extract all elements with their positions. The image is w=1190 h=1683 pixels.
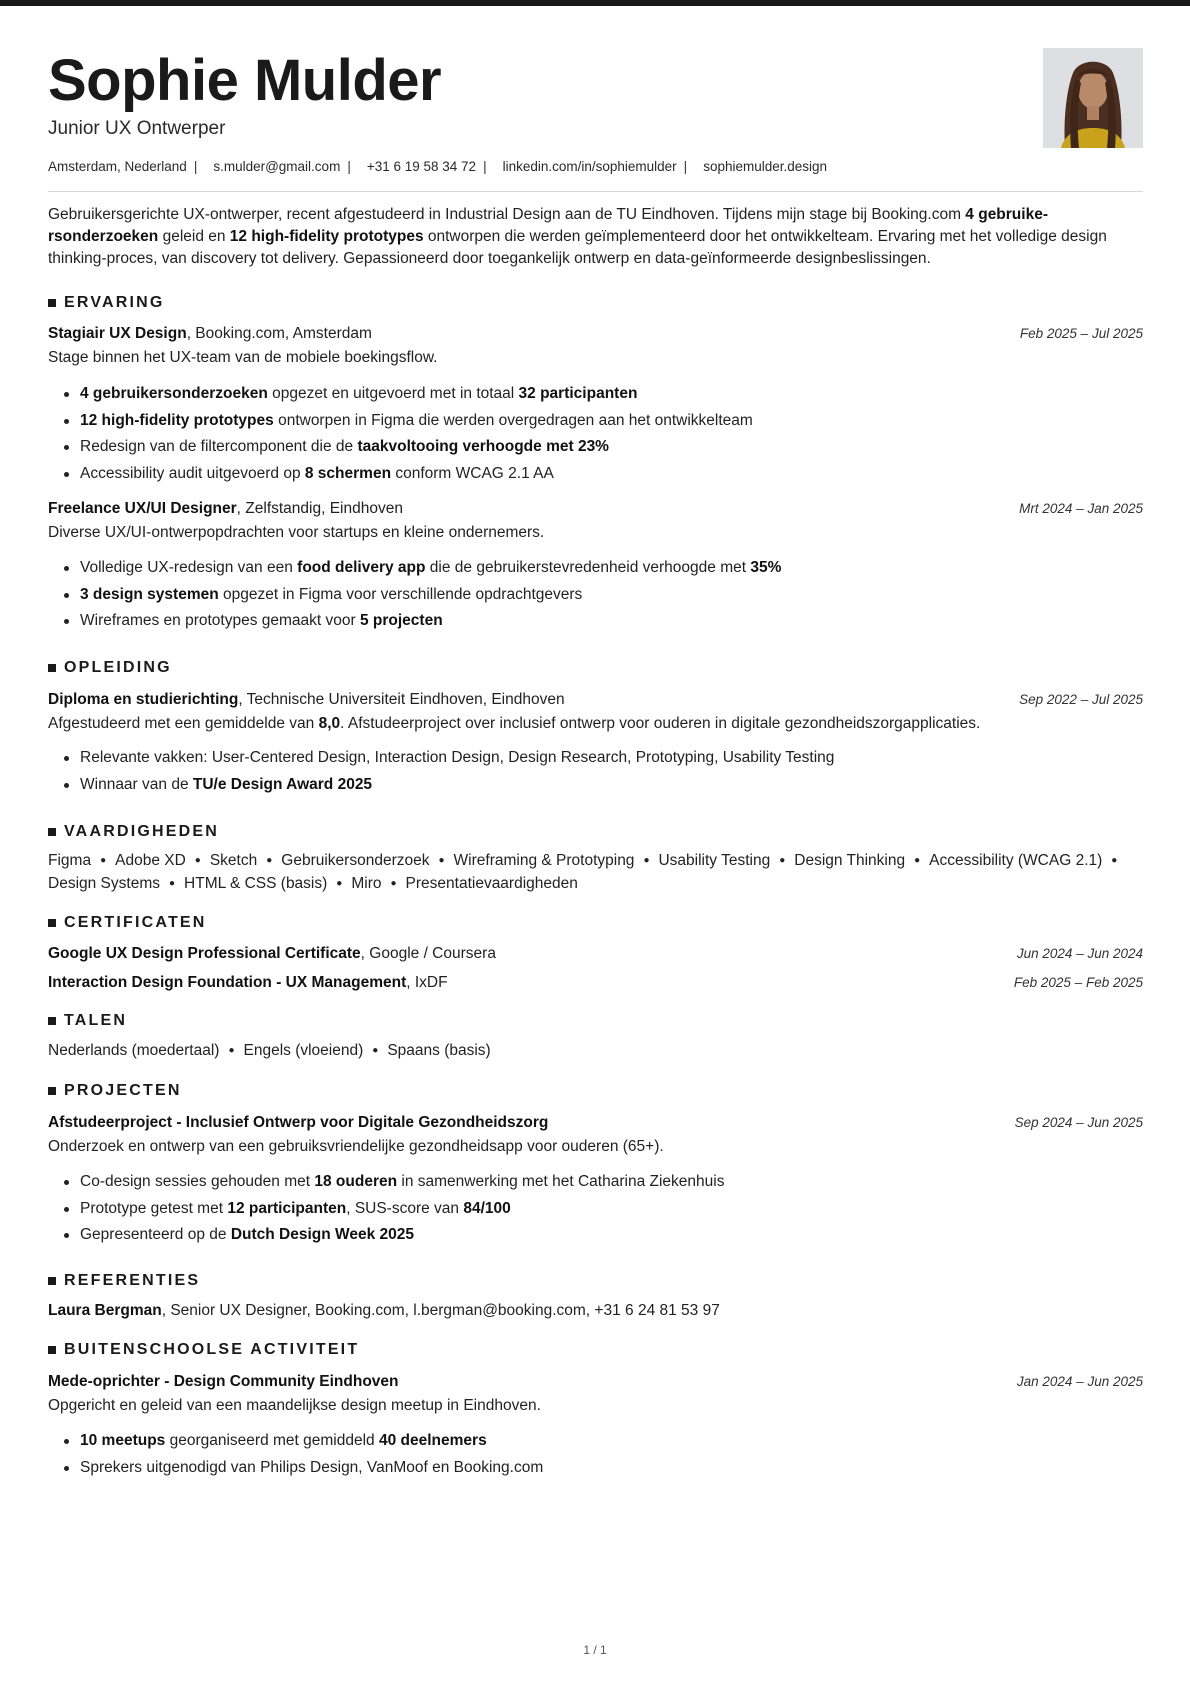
language-item: Engels (vloeiend) [243, 1042, 364, 1059]
summary-text: Gebruikersgerichte UX-ontwerper, recent afgestudeerd in Industrial Design aan de TU Eindhoven. Tijdens mijn stage bij Booking.com [48, 206, 966, 223]
contact-separator: | [347, 159, 351, 174]
section-heading-references [48, 1271, 200, 1291]
certificate-date: Feb 2025 – Feb 2025 [1013, 975, 1143, 990]
project-title-line [48, 1112, 548, 1134]
contact-bar [48, 157, 827, 177]
contact-separator: | [193, 159, 198, 174]
section-heading-extracurricular [48, 1340, 359, 1360]
education-date: Sep 2022 – Jul 2025 [1019, 692, 1143, 707]
section-heading-education [48, 658, 172, 678]
project-title: Afstudeerproject - Inclusief Ontwerp voor Digitale Gezondheidszorg [48, 1114, 549, 1131]
section-heading-experience [48, 293, 165, 313]
square-bullet-icon [48, 1277, 56, 1285]
bullet-item: 4 gebruikersonderzoeken opgezet en uitgevoerd met in totaal 32 participanten [80, 381, 753, 408]
activity-description: Opgericht en geleid van een maandelijkse design meetup in Eindhoven. [48, 1397, 541, 1414]
section-title: TALEN [64, 1012, 128, 1029]
skill-item: Gebruikersonderzoek [281, 852, 430, 869]
bullet-item: Relevante vakken: User-Centered Design, Interaction Design, Design Research, Prototyping, Usability Testing [80, 745, 834, 772]
certificate-title: Google UX Design Professional Certificate [48, 945, 361, 962]
skill-item: Usability Testing [658, 852, 771, 869]
job-date: Feb 2025 – Jul 2025 [1019, 326, 1143, 341]
experience-title-line [48, 498, 403, 520]
skills-list [48, 850, 1148, 895]
contact-location: Amsterdam, Nederland [48, 159, 187, 174]
job-description: Diverse UX/UI-ontwerpopdrachten voor startups en kleine ondernemers. [48, 524, 545, 541]
square-bullet-icon [48, 919, 56, 927]
bullet-item: 10 meetups georganiseerd met gemiddeld 40 deelnemers [80, 1428, 543, 1455]
bullet-item: Volledige UX-redesign van een food delivery app die de gebruikerstevredenheid verhoogde met 35% [80, 555, 781, 582]
portrait-image-icon [1043, 48, 1143, 148]
section-heading-projects [48, 1081, 182, 1101]
candidate-role: Junior UX Ontwerper [48, 118, 226, 139]
skill-item: Wireframing & Prototyping [453, 852, 635, 869]
education-description: Afgestudeerd met een gemiddelde van 8,0. Afstudeerproject over inclusief ontwerp voor ouderen in digitale gezondheidszorgapplicaties. [48, 715, 981, 732]
section-heading-certificates [48, 913, 207, 933]
job-bullets [80, 381, 753, 487]
summary-highlight: 12 high-fidelity prototypes [229, 228, 424, 245]
dot-separator-icon: ● [1111, 855, 1118, 866]
job-organization: , Zelfstandig, Eindhoven [236, 500, 403, 517]
skill-item: HTML & CSS (basis) [184, 874, 328, 892]
top-accent-bar [0, 0, 1190, 6]
section-title: VAARDIGHEDEN [64, 823, 220, 840]
header-divider [48, 191, 1143, 192]
bullet-item: Wireframes en prototypes gemaakt voor 5 projecten [80, 608, 781, 635]
job-title: Freelance UX/UI Designer [48, 500, 237, 517]
contact-phone[interactable]: +31 6 19 58 34 72 [366, 159, 477, 174]
job-date: Mrt 2024 – Jan 2025 [1019, 501, 1143, 516]
job-description: Stage binnen het UX-team van de mobiele boekingsflow. [48, 349, 438, 366]
bullet-item: Sprekers uitgenodigd van Philips Design, VanMoof en Booking.com [80, 1455, 543, 1482]
section-title: REFERENTIES [64, 1272, 201, 1289]
dot-separator-icon: ● [779, 855, 786, 866]
language-item: Nederlands (moedertaal) [48, 1042, 220, 1059]
activity-title-line [48, 1371, 399, 1393]
dot-separator-icon: ● [194, 855, 201, 866]
certificate-item [48, 943, 496, 965]
section-title: BUITENSCHOOLSE ACTIVITEIT [64, 1341, 360, 1358]
bullet-item: Co-design sessies gehouden met 18 ouderen in samenwerking met het Catharina Ziekenhuis [80, 1169, 724, 1196]
dot-separator-icon: ● [438, 855, 445, 866]
certificate-issuer: , IxDF [406, 974, 448, 991]
contact-email[interactable]: s.mulder@gmail.com [213, 159, 341, 174]
reference-item [48, 1300, 720, 1322]
dot-separator-icon: ● [336, 877, 343, 889]
dot-separator-icon: ● [100, 855, 107, 866]
square-bullet-icon [48, 299, 56, 307]
project-bullets [80, 1169, 724, 1249]
contact-website[interactable]: sophiemulder.design [703, 159, 828, 174]
section-title: ERVARING [64, 294, 165, 311]
languages-list [48, 1040, 491, 1062]
contact-separator: | [683, 159, 688, 174]
bullet-item: Gepresenteerd op de Dutch Design Week 2025 [80, 1222, 724, 1249]
contact-separator: | [483, 159, 487, 174]
dot-separator-icon: ● [228, 1045, 235, 1056]
activity-title: Mede-oprichter - Design Community Eindhoven [48, 1373, 399, 1390]
activity-date: Jan 2024 – Jun 2025 [1016, 1374, 1143, 1389]
dot-separator-icon: ● [390, 877, 397, 889]
skill-item: Adobe XD [115, 852, 186, 869]
bullet-item: Prototype getest met 12 participanten, SUS-score van 84/100 [80, 1196, 724, 1223]
section-title: PROJECTEN [64, 1082, 182, 1099]
section-heading-skills [48, 822, 219, 842]
dot-separator-icon: ● [643, 855, 650, 866]
square-bullet-icon [48, 664, 56, 672]
certificate-date: Jun 2024 – Jun 2024 [1016, 946, 1143, 961]
skill-item: Presentatievaardigheden [405, 874, 578, 892]
dot-separator-icon: ● [914, 855, 921, 866]
project-description: Onderzoek en ontwerp van een gebruiksvriendelijke gezondheidsapp voor ouderen (65+). [48, 1138, 664, 1155]
candidate-name: Sophie Mulder [48, 48, 442, 113]
job-bullets [80, 555, 781, 635]
profile-photo [1043, 48, 1143, 148]
section-title: OPLEIDING [64, 659, 172, 676]
section-heading-languages [48, 1011, 127, 1031]
page-indicator: 1 / 1 [583, 1643, 607, 1657]
certificate-item [48, 972, 448, 994]
dot-separator-icon: ● [266, 855, 273, 866]
project-date: Sep 2024 – Jun 2025 [1014, 1115, 1143, 1130]
contact-linkedin[interactable]: linkedin.com/in/sophiemulder [502, 159, 677, 174]
education-title-line [48, 689, 565, 711]
profile-summary [48, 204, 1143, 270]
language-item: Spaans (basis) [387, 1042, 491, 1059]
activity-bullets [80, 1428, 543, 1481]
skill-item: Sketch [209, 852, 258, 869]
experience-title-line [48, 323, 372, 345]
bullet-item: Accessibility audit uitgevoerd op 8 schermen conform WCAG 2.1 AA [80, 461, 753, 488]
school-name: , Technische Universiteit Eindhoven, Eindhoven [238, 691, 565, 708]
education-bullets [80, 745, 834, 798]
bullet-item: Winnaar van de TU/e Design Award 2025 [80, 772, 834, 799]
skill-item: Accessibility (WCAG 2.1) [929, 852, 1103, 869]
skill-item: Miro [351, 874, 382, 892]
summary-highlight: 4 gebruike-rsonderzoeken [48, 206, 1048, 245]
square-bullet-icon [48, 1087, 56, 1095]
bullet-item: 12 high-fidelity prototypes ontworpen in Figma die werden overgedragen aan het ontwikkelteam [80, 408, 753, 435]
dot-separator-icon: ● [168, 877, 176, 889]
square-bullet-icon [48, 1346, 56, 1354]
square-bullet-icon [48, 1017, 56, 1025]
degree-title: Diploma en studierichting [48, 691, 239, 708]
skill-item: Figma [48, 852, 92, 869]
square-bullet-icon [48, 828, 56, 836]
dot-separator-icon: ● [372, 1045, 379, 1056]
bullet-item: 3 design systemen opgezet in Figma voor verschillende opdrachtgevers [80, 582, 781, 609]
summary-text: ontworpen die werden geïmplementeerd door het ontwikkelteam. Ervaring met het volledige design thinking-proces, van discovery tot delivery. Gepassioneerd door toegankelijk ontwerp en data-geïnformeerde designbeslissingen. [48, 228, 1107, 267]
job-title: Stagiair UX Design [48, 325, 187, 342]
skill-item: Design Thinking [794, 852, 906, 869]
job-organization: , Booking.com, Amsterdam [186, 325, 372, 342]
reference-name: Laura Bergman [48, 1302, 162, 1319]
certificate-issuer: , Google / Coursera [360, 945, 496, 962]
summary-text: geleid en [158, 228, 230, 245]
certificate-title: Interaction Design Foundation - UX Management [48, 974, 407, 991]
bullet-item: Redesign van de filtercomponent die de taakvoltooing verhoogde met 23% [80, 434, 753, 461]
section-title: CERTIFICATEN [64, 914, 207, 931]
skill-item: Design Systems [48, 874, 160, 892]
reference-details: , Senior UX Designer, Booking.com, l.bergman@booking.com, +31 6 24 81 53 97 [161, 1302, 720, 1319]
